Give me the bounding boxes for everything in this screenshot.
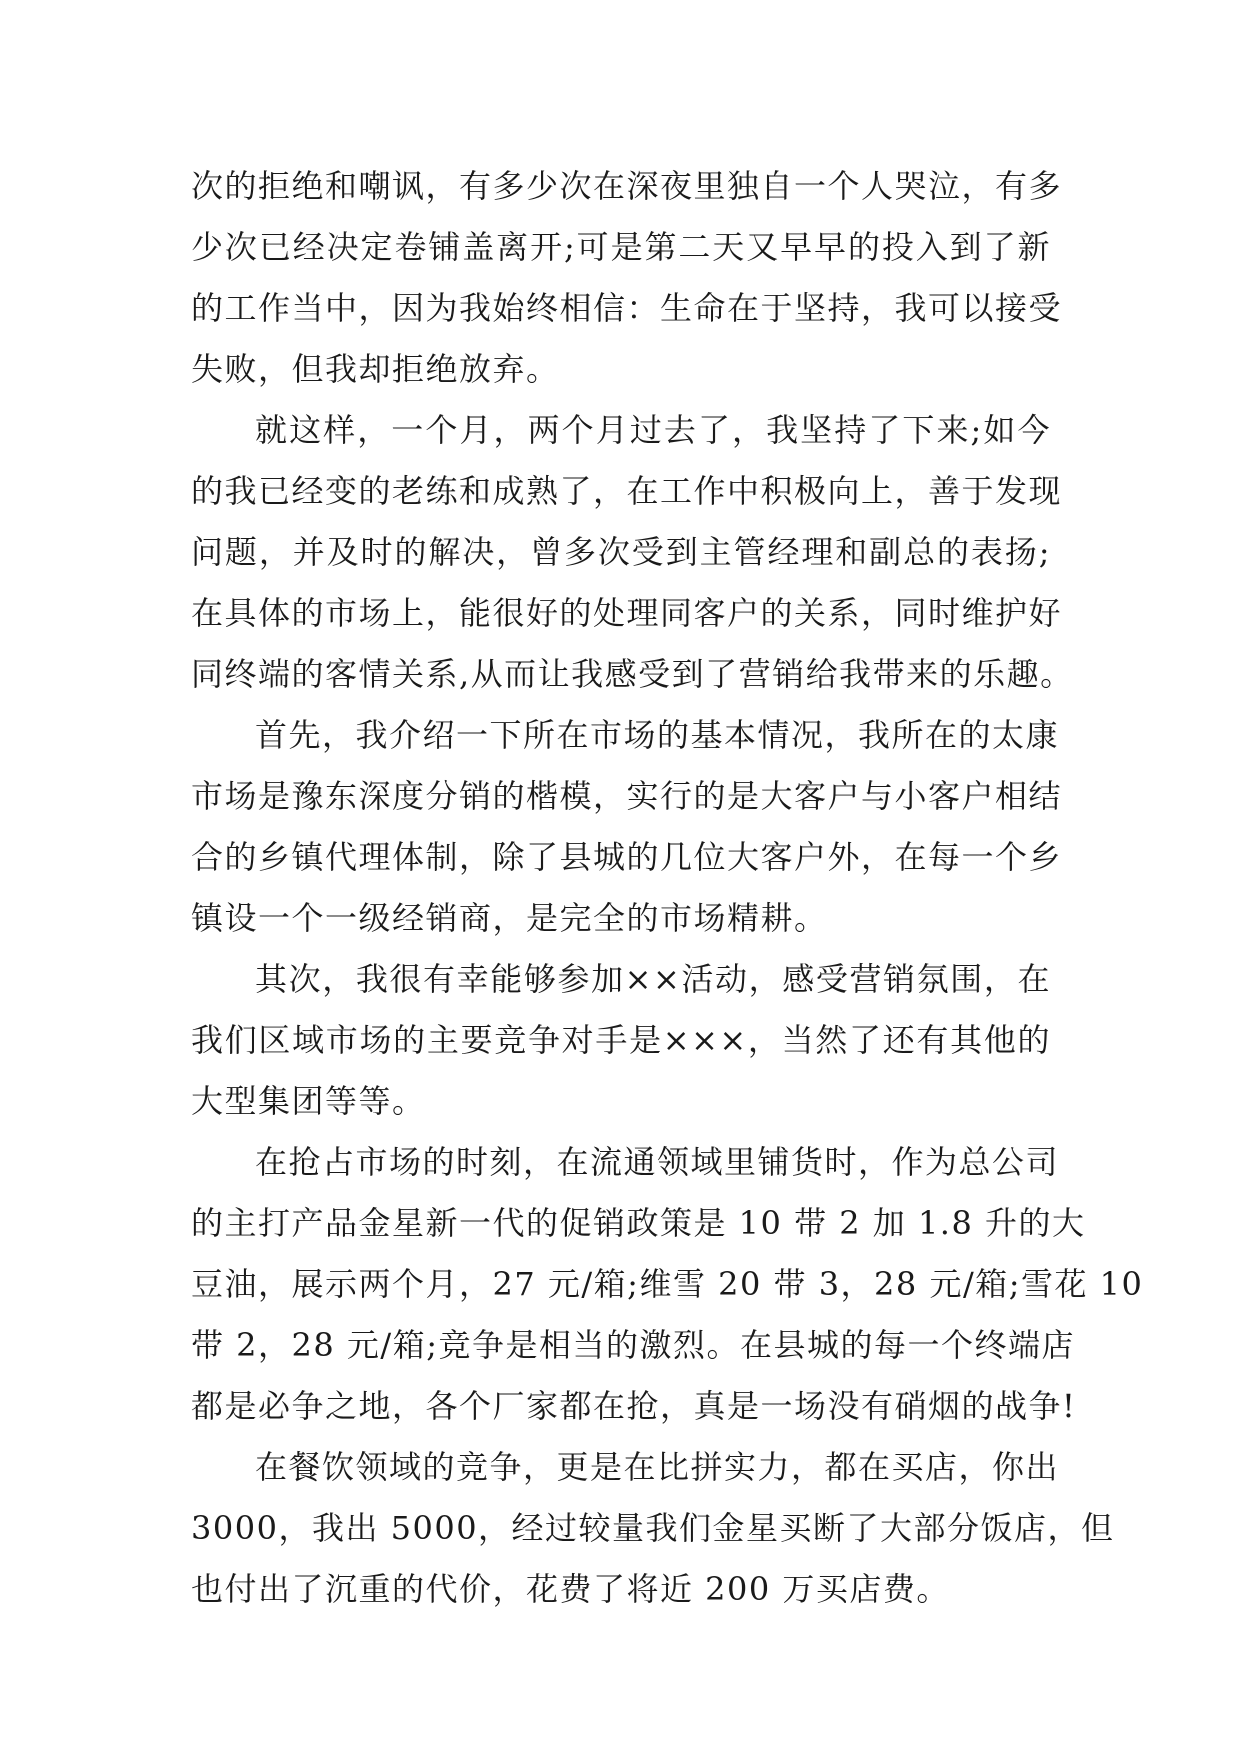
text-line: 同终端的客情关系,从而让我感受到了营销给我带来的乐趣。 (191, 655, 1074, 693)
text-line: 少次已经决定卷铺盖离开;可是第二天又早早的投入到了新 (191, 228, 1051, 266)
paragraph-6 (191, 1437, 1115, 1620)
text-line: 豆油，展示两个月，27 元/箱;维雪 20 带 3，28 元/箱;雪花 10 (191, 1265, 1144, 1303)
paragraph-5 (191, 1132, 1144, 1437)
document-body (191, 156, 1144, 1620)
text-line: 也付出了沉重的代价，花费了将近 200 万买店费。 (191, 1570, 950, 1608)
text-line: 首先，我介绍一下所在市场的基本情况，我所在的太康 (255, 716, 1060, 754)
text-line: 就这样，一个月，两个月过去了，我坚持了下来;如今 (255, 411, 1051, 449)
text-line: 都是必争之地，各个厂家都在抢，真是一场没有硝烟的战争! (191, 1387, 1077, 1425)
text-line: 带 2，28 元/箱;竞争是相当的激烈。在县城的每一个终端店 (191, 1326, 1075, 1364)
paragraph-2 (191, 400, 1074, 705)
text-line: 我们区域市场的主要竞争对手是×××，当然了还有其他的 (191, 1021, 1051, 1059)
text-line: 的工作当中，因为我始终相信：生命在于坚持，我可以接受 (191, 289, 1063, 327)
text-line: 的主打产品金星新一代的促销政策是 10 带 2 加 1.8 升的大 (191, 1204, 1086, 1242)
text-line: 3000，我出 5000，经过较量我们金星买断了大部分饭店，但 (191, 1509, 1115, 1547)
text-line: 镇设一个一级经销商，是完全的市场精耕。 (191, 899, 828, 937)
text-line: 失败，但我却拒绝放弃。 (191, 350, 560, 388)
text-line: 在抢占市场的时刻，在流通领域里铺货时，作为总公司 (255, 1143, 1060, 1181)
text-line: 的我已经变的老练和成熟了，在工作中积极向上，善于发现 (191, 472, 1063, 510)
text-line: 合的乡镇代理体制，除了县城的几位大客户外，在每一个乡 (191, 838, 1063, 876)
text-line: 大型集团等等。 (191, 1082, 426, 1120)
text-line: 次的拒绝和嘲讽，有多少次在深夜里独自一个人哭泣，有多 (191, 167, 1063, 205)
text-line: 在具体的市场上，能很好的处理同客户的关系，同时维护好 (191, 594, 1063, 632)
text-line: 其次，我很有幸能够参加××活动，感受营销氛围，在 (255, 960, 1051, 998)
paragraph-4 (191, 949, 1051, 1132)
paragraph-1 (191, 156, 1063, 400)
paragraph-3 (191, 705, 1063, 949)
text-line: 在餐饮领域的竞争，更是在比拼实力，都在买店，你出 (255, 1448, 1060, 1486)
text-line: 市场是豫东深度分销的楷模，实行的是大客户与小客户相结 (191, 777, 1063, 815)
text-line: 问题，并及时的解决，曾多次受到主管经理和副总的表扬; (191, 533, 1051, 571)
